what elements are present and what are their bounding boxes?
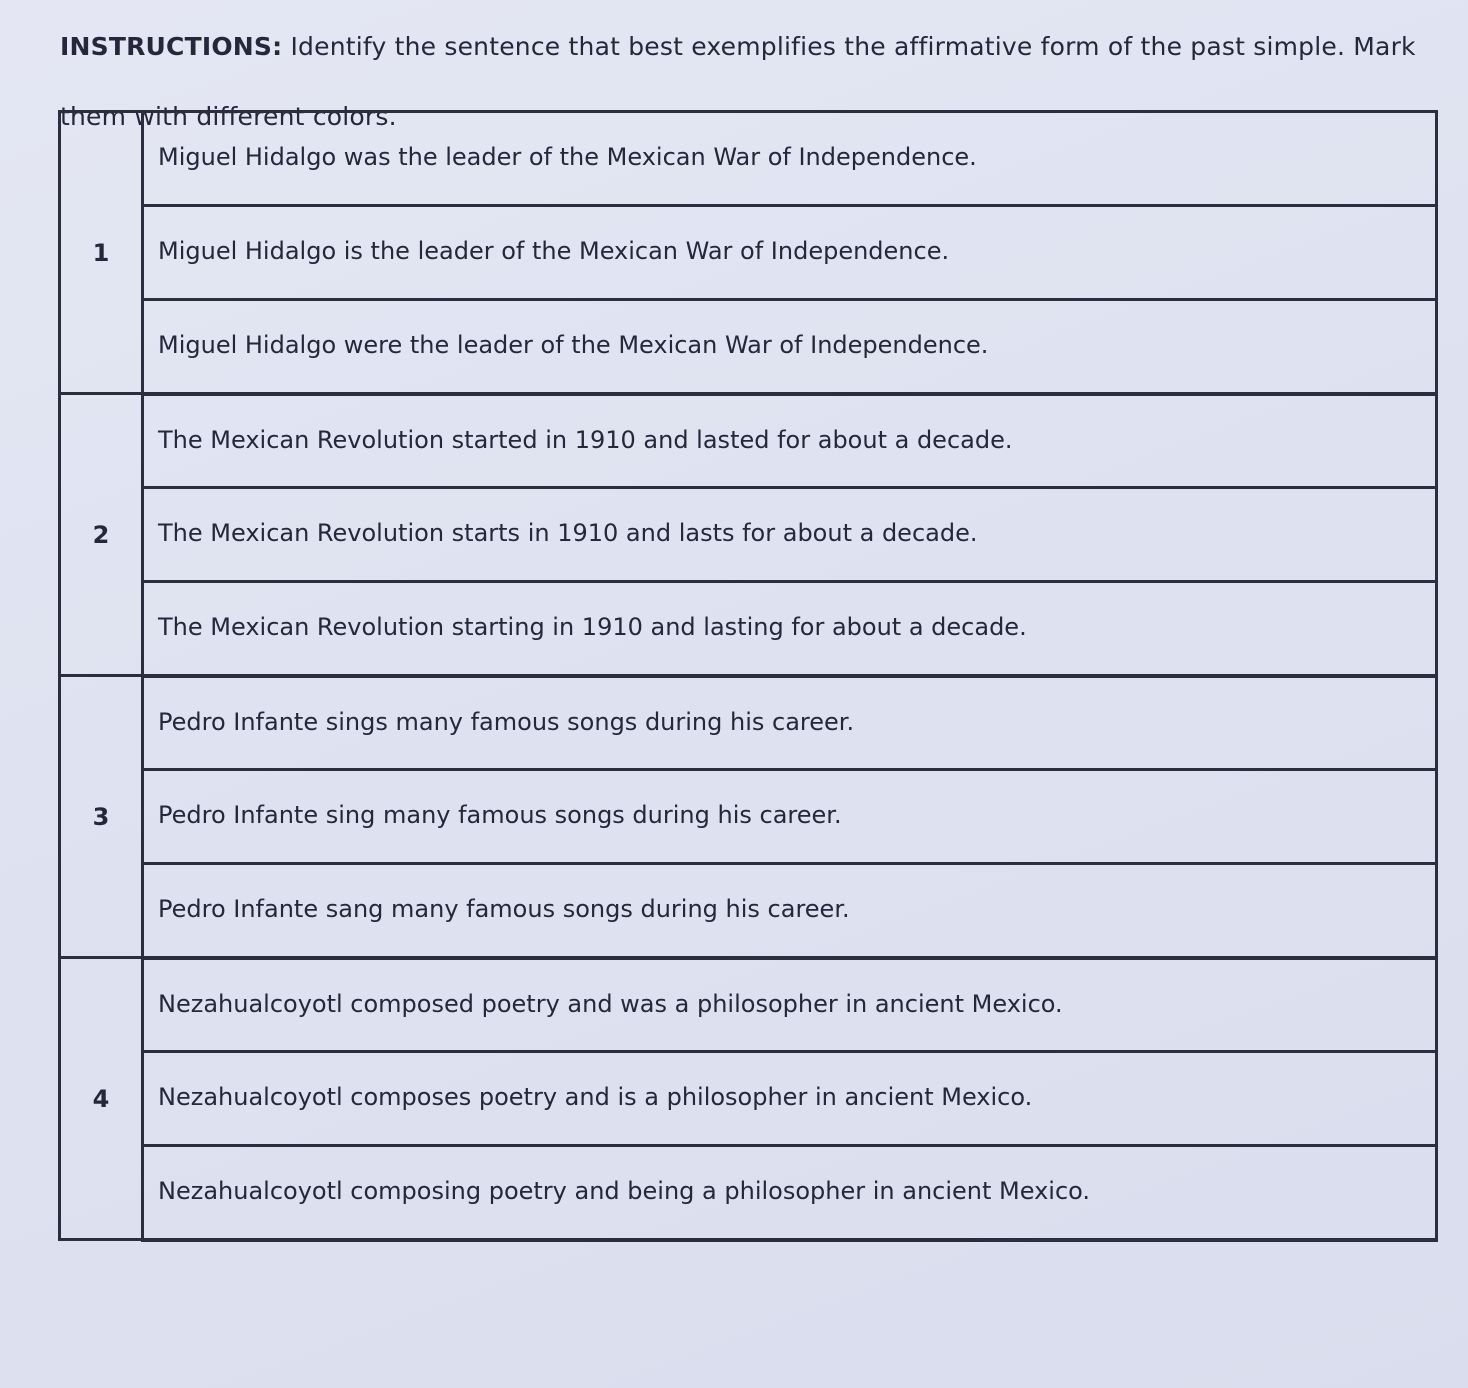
group-number: 4 [60, 958, 143, 1240]
table-row [60, 394, 1437, 488]
table-row [60, 488, 1437, 582]
option-sentence[interactable]: Miguel Hidalgo was the leader of the Mexican War of Independence. [143, 112, 1437, 206]
table-row [60, 1052, 1437, 1146]
table-row [60, 300, 1437, 394]
option-sentence[interactable]: The Mexican Revolution started in 1910 and lasted for about a decade. [143, 394, 1437, 488]
table-row [60, 1146, 1437, 1240]
option-sentence[interactable]: Miguel Hidalgo is the leader of the Mexican War of Independence. [143, 206, 1437, 300]
option-sentence[interactable]: The Mexican Revolution starting in 1910 and lasting for about a decade. [143, 582, 1437, 676]
instructions-label: INSTRUCTIONS: [60, 32, 283, 61]
group-number: 3 [60, 676, 143, 958]
option-sentence[interactable]: Nezahualcoyotl composed poetry and was a philosopher in ancient Mexico. [143, 958, 1437, 1052]
option-sentence[interactable]: Nezahualcoyotl composes poetry and is a philosopher in ancient Mexico. [143, 1052, 1437, 1146]
group-number: 2 [60, 394, 143, 676]
exercise-table [58, 110, 1438, 1242]
option-sentence[interactable]: Pedro Infante sing many famous songs during his career. [143, 770, 1437, 864]
option-sentence[interactable]: Pedro Infante sang many famous songs during his career. [143, 864, 1437, 958]
option-sentence[interactable]: Miguel Hidalgo were the leader of the Mexican War of Independence. [143, 300, 1437, 394]
option-sentence[interactable]: Nezahualcoyotl composing poetry and being a philosopher in ancient Mexico. [143, 1146, 1437, 1240]
option-sentence[interactable]: Pedro Infante sings many famous songs during his career. [143, 676, 1437, 770]
option-sentence[interactable]: The Mexican Revolution starts in 1910 and lasts for about a decade. [143, 488, 1437, 582]
table-row [60, 770, 1437, 864]
instructions-text: Identify the sentence that best exemplifies the affirmative form of the past simple. Mark them with different colors. [60, 32, 1416, 131]
table-row [60, 582, 1437, 676]
table-row [60, 864, 1437, 958]
table-row [60, 958, 1437, 1052]
group-number: 1 [60, 112, 143, 394]
table-row [60, 676, 1437, 770]
table-row [60, 112, 1437, 206]
table-row [60, 206, 1437, 300]
